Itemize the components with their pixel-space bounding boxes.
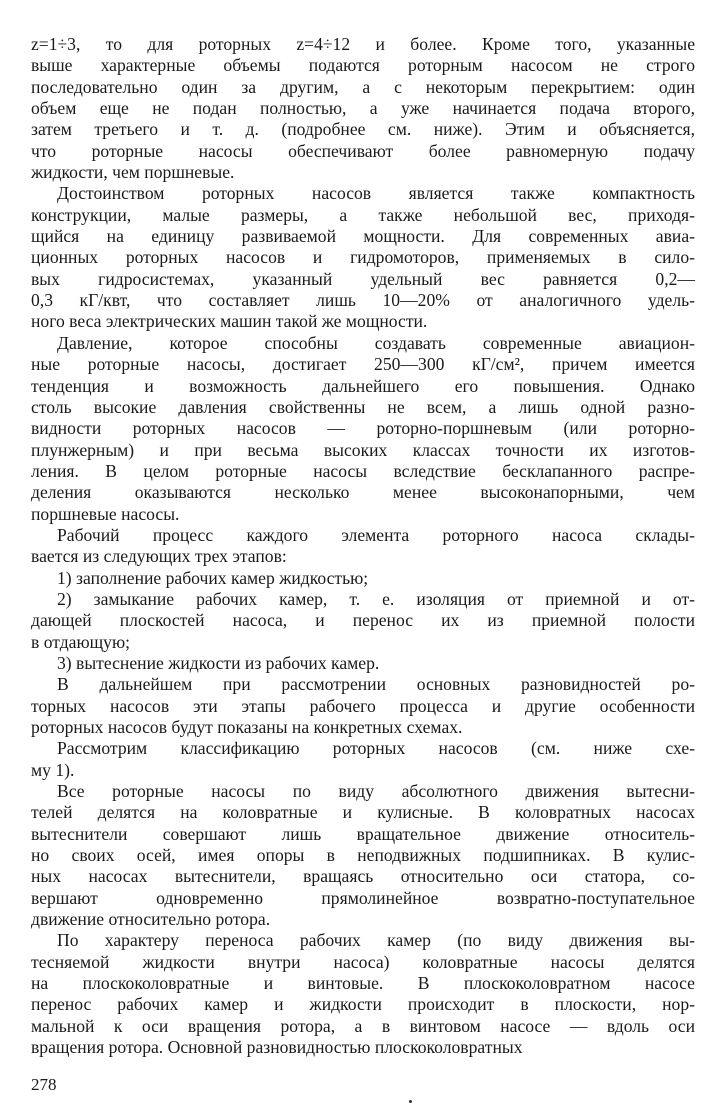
text-line: дающей плоскостей насоса, и перенос их из приемной полости (31, 610, 695, 631)
text-line: Все роторные насосы по виду абсолютного движения вытесни- (57, 781, 695, 802)
text-line: вращения ротора. Основной разновидностью плоскоколовратных (31, 1037, 523, 1058)
text-line: но своих осей, имея опоры в неподвижных подшипниках. В кулис- (31, 845, 695, 866)
text-line: Рассмотрим классификацию роторных насосов (см. ниже схе- (57, 738, 695, 759)
text-line: z=1÷3, то для роторных z=4÷12 и более. Кроме того, указанные (31, 34, 695, 54)
text-line: Достоинством роторных насосов является также компактность (57, 183, 695, 204)
text-line: деления оказываются несколько менее высоконапорными, чем (31, 482, 695, 503)
text-line: щийся на единицу развиваемой мощности. Для современных авиа- (31, 226, 695, 247)
text-line: Рабочий процесс каждого элемента роторного насоса склады- (57, 524, 695, 545)
text-line: 0,3 кГ/квт, что составляет лишь 10—20% от аналогичного удель- (31, 290, 695, 311)
text-line: поршневые насосы. (31, 503, 180, 524)
text-line: Давление, которое способны создавать современные авиацион- (57, 332, 695, 353)
text-line: столь высокие давления свойственны не всем, а лишь одной разно- (31, 396, 695, 417)
text-line: вых гидросистемах, указанный удельный вес равняется 0,2— (31, 268, 695, 289)
text-line: ления. В целом роторные насосы вследствие бесклапанного распре- (31, 460, 695, 481)
text-line: В дальнейшем при рассмотрении основных разновидностей ро- (57, 674, 695, 695)
text-line: последовательно один за другим, а с некоторым перекрытием: один (31, 76, 695, 97)
text-line: объем еще не подан полностью, а уже начинается подача второго, (31, 98, 695, 119)
text-line: перенос рабочих камер и жидкости происходит в плоскости, нор- (31, 994, 695, 1015)
text-line: что роторные насосы обеспечивают более равномерную подачу (31, 140, 695, 161)
text-line: 2) замыкание рабочих камер, т. е. изоляция от приемной и от- (57, 588, 695, 609)
text-line: ного веса электрических машин такой же мощности. (31, 311, 428, 332)
text-line: роторных насосов будут показаны на конкретных схемах. (31, 717, 463, 737)
text-line: вытеснители совершают лишь вращательное движение относитель- (31, 823, 695, 844)
text-line: выше характерные объемы подаются роторным насосом не строго (31, 55, 695, 76)
text-line: По характеру переноса рабочих камер (по виду движения вы- (57, 930, 695, 951)
text-line: затем третьего и т. д. (подробнее см. ниже). Этим и объясняется, (31, 119, 695, 140)
text-line: на плоскоколовратные и винтовые. В плоскоколовратном насосе (31, 973, 695, 994)
text-line: тесняемой жидкости внутри насоса) коловратные насосы делятся (31, 951, 695, 972)
text-line: 3) вытеснение жидкости из рабочих камер. (57, 652, 380, 673)
text-line: ных насосах вытеснители, вращаясь относительно оси статора, со- (31, 866, 695, 887)
text-line: 1) заполнение рабочих камер жидкостью; (57, 567, 369, 588)
text-line: мальной к оси вращения ротора, а в винтовом насосе — вдоль оси (31, 1015, 695, 1036)
text-line: плунжерным) и при весьма высоких классах точности их изготов- (31, 439, 695, 460)
text-line: ные роторные насосы, достигает 250—300 кГ/см², причем имеется (31, 354, 695, 375)
text-line: му 1). (31, 759, 75, 780)
text-line: вершают одновременно прямолинейное возвратно-поступательное (31, 887, 695, 908)
text-line: видности роторных насосов — роторно-поршневым (или роторно- (31, 418, 695, 439)
print-speck (409, 1100, 412, 1103)
text-line: вается из следующих трех этапов: (31, 546, 287, 567)
text-line: движение относительно ротора. (31, 909, 271, 930)
text-line: торных насосов эти этапы рабочего процесса и другие особенности (31, 695, 695, 716)
text-line: в отдающую; (31, 631, 131, 652)
text-line: телей делятся на коловратные и кулисные. В коловратных насосах (31, 802, 695, 823)
page-text (31, 34, 695, 1059)
text-line: ционных роторных насосов и гидромоторов, применяемых в сило- (31, 247, 695, 268)
text-line: тенденция и возможность дальнейшего его повышения. Однако (31, 375, 695, 396)
page-number: 278 (31, 1075, 57, 1094)
text-line: жидкости, чем поршневые. (31, 162, 235, 183)
text-line: конструкции, малые размеры, а также небольшой вес, приходя- (31, 204, 695, 225)
